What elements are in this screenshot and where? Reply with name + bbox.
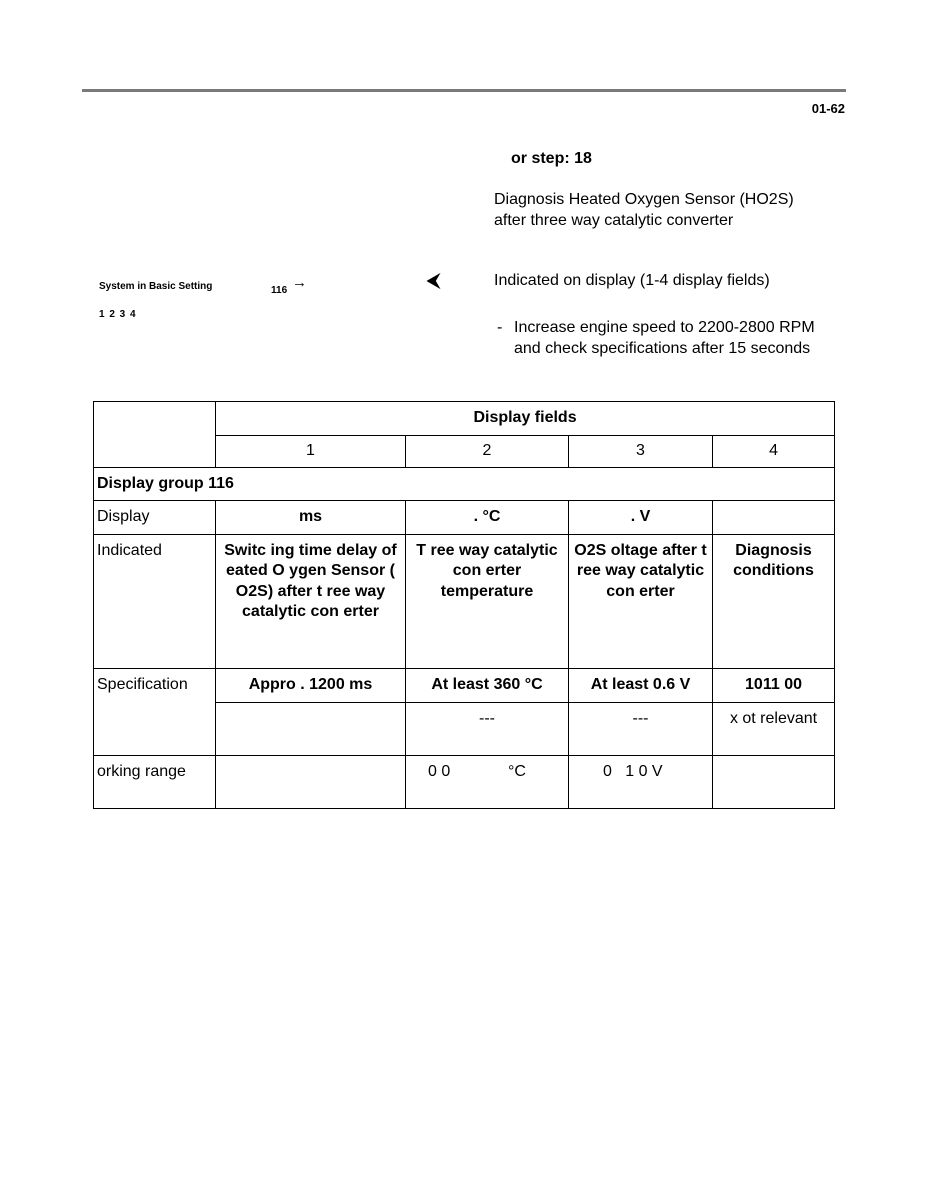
spec-value-4: 1011 00 [713, 669, 835, 703]
indicated-on-display: Indicated on display (1-4 display fields) [494, 272, 770, 289]
field-number-2: 2 [406, 436, 569, 468]
page-number: 01-62 [811, 101, 845, 116]
spec-second-1 [216, 703, 406, 756]
field-number-3: 3 [569, 436, 713, 468]
spec-value-1: Appro . 1200 ms [216, 669, 406, 703]
row-label-indicated: Indicated [94, 535, 216, 669]
display-value-2: . °C [406, 501, 569, 535]
diagnosis-title: Diagnosis Heated Oxygen Sensor (HO2S) after three way catalytic converter [494, 191, 794, 229]
spec-value-2: At least 360 °C [406, 669, 569, 703]
working-range-value-1 [216, 756, 406, 809]
display-value-4 [713, 501, 835, 535]
row-label-specification: Specification [94, 669, 216, 756]
step-label: or step: 18 [511, 150, 592, 167]
corner-cell [94, 402, 216, 468]
display-fields-header: Display fields [216, 402, 835, 436]
spec-second-4: x ot relevant [713, 703, 835, 756]
indicated-value-4: Diagnosis conditions [713, 535, 835, 669]
tester-screen-fields: 1 2 3 4 [99, 309, 137, 320]
row-label-display: Display [94, 501, 216, 535]
instruction [497, 318, 827, 359]
spec-second-2: --- [406, 703, 569, 756]
tester-screen-label: System in Basic Setting [99, 281, 213, 292]
field-number-4: 4 [713, 436, 835, 468]
instruction-text: Increase engine speed to 2200-2800 RPM and check specifications after 15 seconds [514, 319, 815, 357]
pointer-icon: ⮜ [427, 270, 440, 290]
spec-value-3: At least 0.6 V [569, 669, 713, 703]
working-range-value-2: 0 0 °C [406, 756, 569, 809]
display-value-3: . V [569, 501, 713, 535]
working-range-value-3: 0 1 0 V [569, 756, 713, 809]
header-rule [82, 89, 846, 92]
spec-table [93, 401, 835, 809]
spec-second-3: --- [569, 703, 713, 756]
right-arrow-icon: → [292, 274, 307, 291]
row-label-working-range: orking range [94, 756, 216, 809]
working-range-value-4 [713, 756, 835, 809]
tester-screen-group-code: 116 [271, 285, 288, 296]
indicated-value-2: T ree way catalytic con erter temperature [406, 535, 569, 669]
bullet-dash: - [497, 319, 503, 336]
display-group-label: Display group 116 [94, 468, 835, 501]
indicated-value-1: Switc ing time delay of eated O ygen Sensor ( O2S) after t ree way catalytic con erter [216, 535, 406, 669]
field-number-1: 1 [216, 436, 406, 468]
display-value-1: ms [216, 501, 406, 535]
indicated-value-3: O2S oltage after t ree way catalytic con erter [569, 535, 713, 669]
